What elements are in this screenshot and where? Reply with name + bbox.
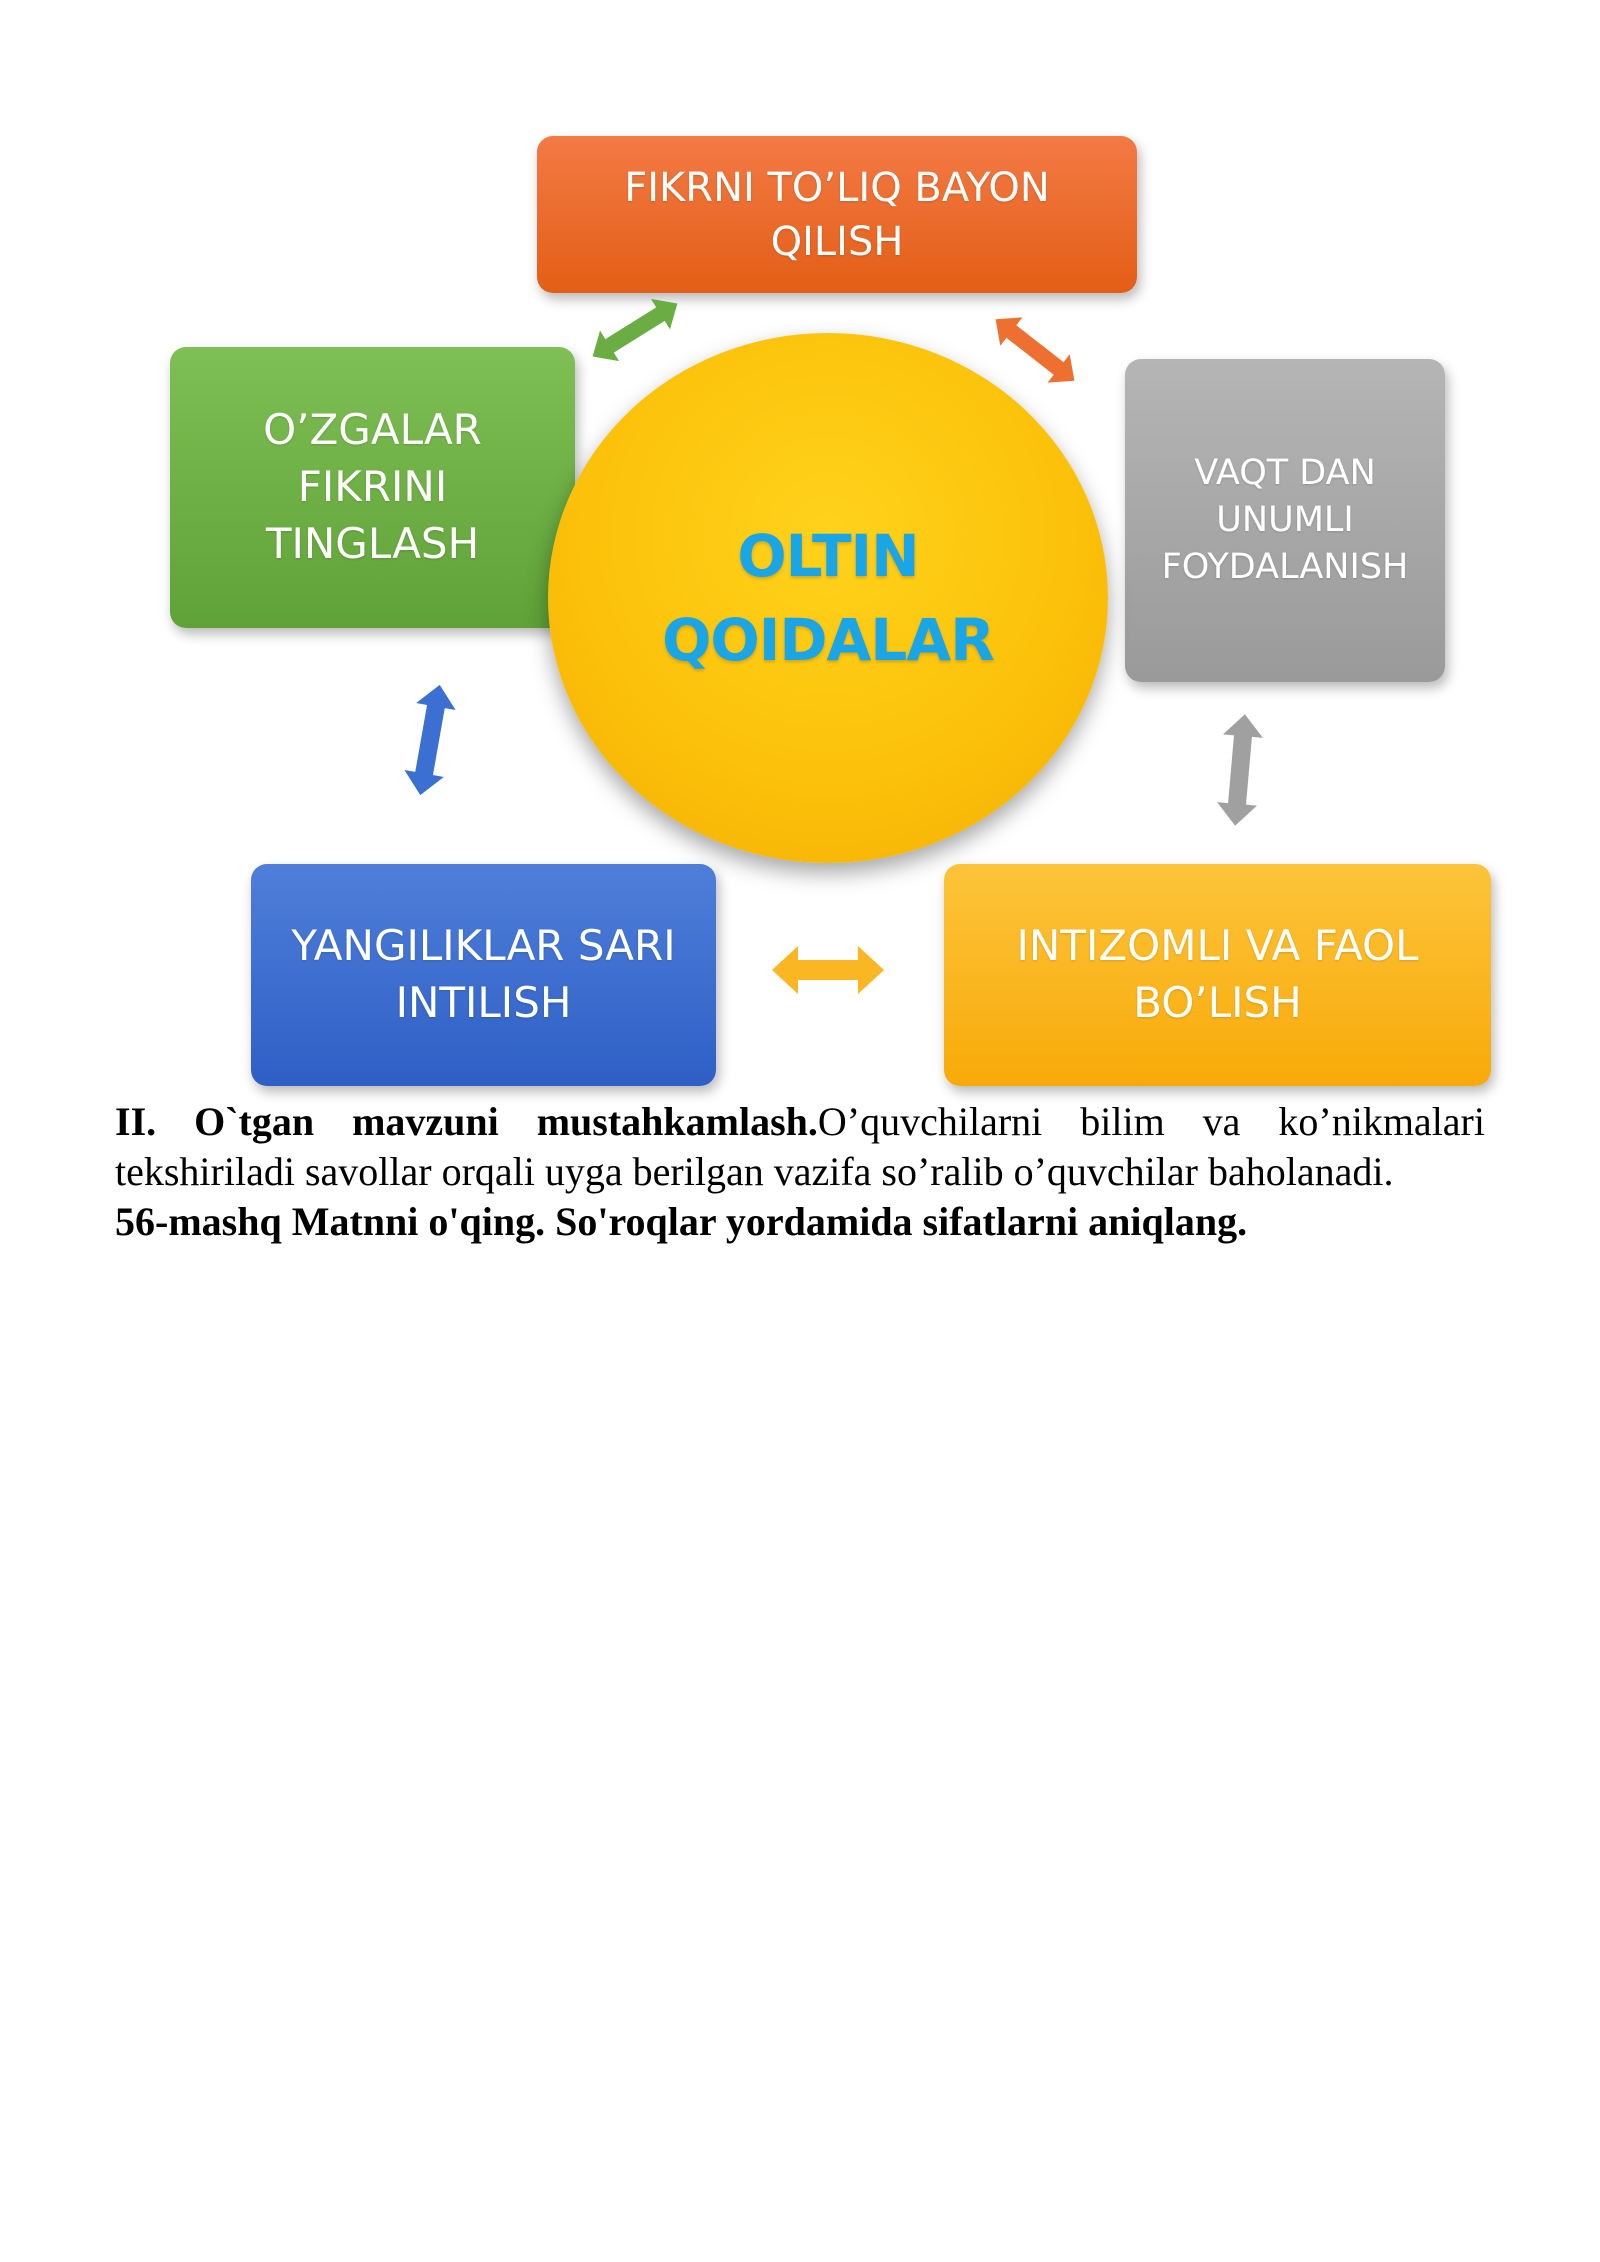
green-double-arrow-icon xyxy=(580,290,690,370)
rule-box-disciplined xyxy=(944,864,1491,1086)
rule-box-strive-new-label: YANGILIKLAR SARI INTILISH xyxy=(291,921,676,1027)
rule-box-listen-others-label: O’ZGALAR FIKRINI TINGLASH xyxy=(263,405,482,568)
exercise-title: 56-mashq Matnni o'qing. So'roqlar yordamida sifatlarni aniqlang. xyxy=(115,1199,1248,1244)
rule-box-use-time xyxy=(1125,359,1445,682)
center-circle-label: OLTIN QOIDALAR xyxy=(662,521,994,674)
section-heading: II. O`tgan mavzuni mustahkamlash. xyxy=(115,1099,818,1144)
section-body: O’quvchilarni bilim va ko’nikmalari tekshiriladi savollar orqali uyga berilgan vazifa so’ralib o’quvchilar baholanadi. xyxy=(115,1099,1485,1194)
blue-double-arrow-icon xyxy=(390,680,470,800)
gray-double-arrow-icon xyxy=(1200,710,1280,830)
rule-box-use-time-label: VAQT DAN UNUMLI FOYDALANISH xyxy=(1161,452,1409,588)
yellow-double-arrow-icon xyxy=(768,940,888,1000)
section-paragraph xyxy=(115,1097,1485,1197)
rule-box-listen-others xyxy=(170,347,575,628)
orange-double-arrow-icon xyxy=(980,305,1090,395)
rule-box-disciplined-label: INTIZOMLI VA FAOL BO’LISH xyxy=(1016,921,1419,1027)
center-circle xyxy=(548,333,1108,863)
rule-box-express-thoughts-label: FIKRNI TO’LIQ BAYON QILISH xyxy=(624,164,1050,265)
rule-box-express-thoughts xyxy=(537,136,1137,293)
rule-box-strive-new xyxy=(251,864,716,1086)
lesson-text xyxy=(115,1097,1485,1247)
